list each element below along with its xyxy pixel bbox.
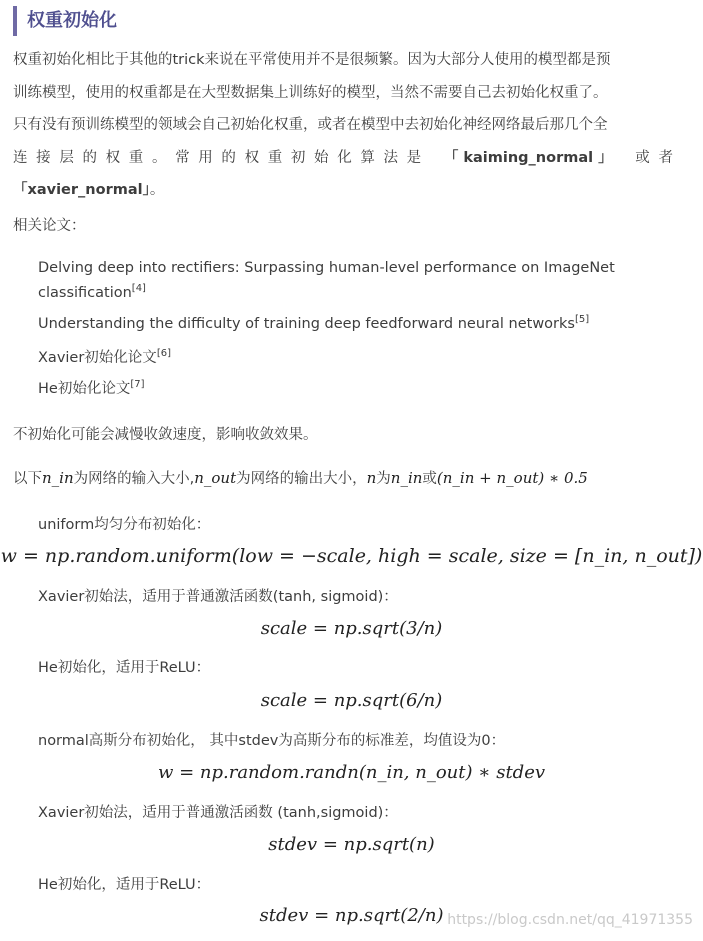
intro-line-4-char: 的 — [82, 149, 97, 166]
uniform-label: uniform均匀分布初始化： — [38, 517, 211, 533]
xavier-normal-equation: stdev = np.sqrt(n) — [268, 834, 435, 855]
intro-line-5-tail: 。 — [149, 182, 165, 198]
math-n-out: n_out — [194, 469, 237, 487]
he-normal-label: He初始化，适用于ReLU： — [38, 877, 211, 893]
intro-line-4-char: 。 — [151, 149, 167, 166]
watermark-url: https://blog.csdn.net/qq_41971355 — [447, 912, 693, 928]
he-uniform-equation: scale = np.sqrt(6/n) — [260, 690, 443, 711]
intro-line-1: 权重初始化相比于其他的trick来说在平常使用并不是很频繁。因为大部分人使用的模型都是预 — [13, 52, 611, 68]
math-n: n — [366, 469, 377, 487]
paper-item-2: Understanding the difficulty of training deep feedforward neural networks[5] — [38, 314, 590, 332]
intro-line-4-char: 权 — [105, 149, 121, 166]
intro-line-4-char: 重 — [128, 149, 144, 166]
intro-line-4-tail-char: 者 — [658, 149, 673, 166]
uniform-equation: w = np.random.uniform(low = −scale, high = scale, size = [n_in, n_out]) — [0, 545, 703, 567]
intro-line-4-char: 层 — [59, 149, 74, 166]
no-init-note: 不初始化可能会减慢收敛速度，影响收敛效果。 — [13, 427, 318, 443]
paper-item-1 — [38, 260, 615, 310]
paper-1-line-2: classification[4] — [38, 283, 146, 301]
intro-line-4-char: 重 — [267, 149, 283, 166]
xavier-uniform-label: Xavier初始法，适用于普通激活函数(tanh, sigmoid)： — [38, 589, 398, 605]
intro-line-2: 训练模型，使用的权重都是在大型数据集上训练好的模型，当然不需要自己去初始化权重了。 — [13, 84, 608, 101]
paper-item-4: He初始化论文[7] — [38, 379, 145, 397]
intro-line-4-char: 始 — [314, 149, 329, 166]
he-uniform-label: He初始化，适用于ReLU： — [38, 660, 211, 676]
section-heading: 权重初始化 — [13, 6, 117, 36]
intro-line-5 — [13, 174, 673, 207]
paper-3-ref: [6] — [156, 348, 171, 360]
intro-line-4-char: 初 — [290, 149, 306, 166]
intro-line-4-char: 法 — [383, 149, 398, 166]
paper-item-3: Xavier初始化论文[6] — [38, 348, 171, 366]
intro-line-4-char: 接 — [36, 149, 51, 166]
kaiming-normal-term: 「 kaiming_normal 」 — [443, 149, 613, 166]
intro-line-4-char: 连 — [13, 149, 28, 166]
math-average: (n_in + n_out) ∗ 0.5 — [436, 469, 588, 487]
paper-1-ref: [4] — [131, 283, 146, 295]
intro-line-4-char: 权 — [244, 149, 260, 166]
papers-label: 相关论文： — [13, 218, 86, 234]
paper-2-ref: [5] — [574, 314, 590, 326]
math-n-in: n_in — [42, 469, 74, 487]
intro-line-3: 只有没有预训练模型的领域会自己初始化权重，或者在模型中去初始化神经网络最后那几个全 — [13, 117, 608, 133]
intro-paragraph — [13, 44, 673, 207]
intro-line-4-char: 常 — [175, 149, 190, 166]
math-n-in-2: n_in — [390, 469, 423, 487]
intro-line-4-char: 化 — [337, 149, 352, 166]
xavier-normal-term: 「xavier_normal」 — [13, 182, 150, 198]
intro-line-4 — [13, 142, 673, 175]
paper-1-line-1: Delving deep into rectifiers: Surpassing human-level performance on ImageNet — [38, 260, 615, 276]
intro-line-4-tail-char: 或 — [635, 149, 650, 166]
intro-line-4-char: 算 — [360, 149, 375, 166]
intro-line-4-char: 的 — [221, 149, 236, 166]
paper-4-ref: [7] — [130, 379, 145, 391]
he-normal-equation: stdev = np.sqrt(2/n) — [259, 905, 444, 926]
intro-line-4-char: 是 — [406, 149, 422, 166]
normal-label: normal高斯分布初始化， 其中stdev为高斯分布的标准差，均值设为0： — [38, 733, 506, 749]
sizes-line: 以下n_in为网络的输入大小,n_out为网络的输出大小，n为n_in或(n_in + n_out) ∗ 0.5 — [13, 469, 588, 487]
xavier-uniform-equation: scale = np.sqrt(3/n) — [260, 618, 443, 639]
normal-equation: w = np.random.randn(n_in, n_out) ∗ stdev — [157, 762, 546, 783]
xavier-normal-label: Xavier初始法，适用于普通激活函数 (tanh,sigmoid)： — [38, 805, 398, 821]
intro-line-4-char: 用 — [198, 149, 213, 166]
